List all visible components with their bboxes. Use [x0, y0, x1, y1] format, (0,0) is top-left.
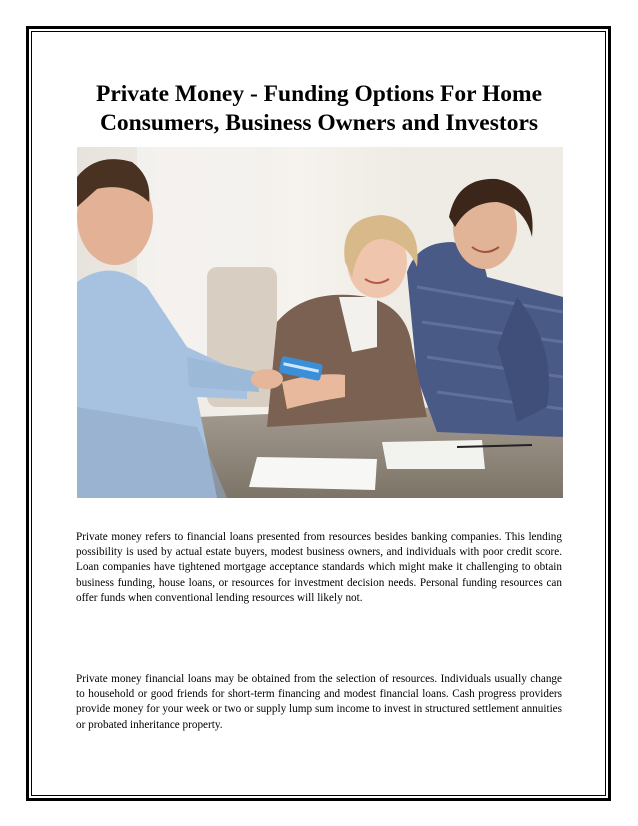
paper-sheet-2: [382, 440, 485, 469]
paper-sheet-1: [249, 457, 377, 490]
photo-illustration: [77, 147, 563, 498]
title-line-1: Private Money - Funding Options For Home: [95, 81, 543, 107]
paragraph-1: Private money refers to financial loans presented from resources besides banking companies. This lending possibility is used by actual estate buyers, modest business owners, and individuals with poor credit score. Loan companies have tightened mortgage acceptance standards which might make it challenging to obtain business funding, house loans, or resources for investment decision needs. Personal funding resources can offer funds when conventional lending resources will likely not.: [76, 531, 562, 604]
paragraph-2: Private money financial loans may be obtained from the selection of resources. Individuals usually change to household or good friends for short-term financing and modest financial loans. Cash progress providers provide money for your week or two or supply lump sum income to invest in structured settlement annuities or probated inheritance property.: [76, 673, 562, 731]
document-title: [60, 80, 578, 138]
photo-consultation: [77, 147, 563, 498]
title-line-2: Consumers, Business Owners and Investors: [99, 110, 539, 136]
advisor-hand: [251, 369, 283, 389]
